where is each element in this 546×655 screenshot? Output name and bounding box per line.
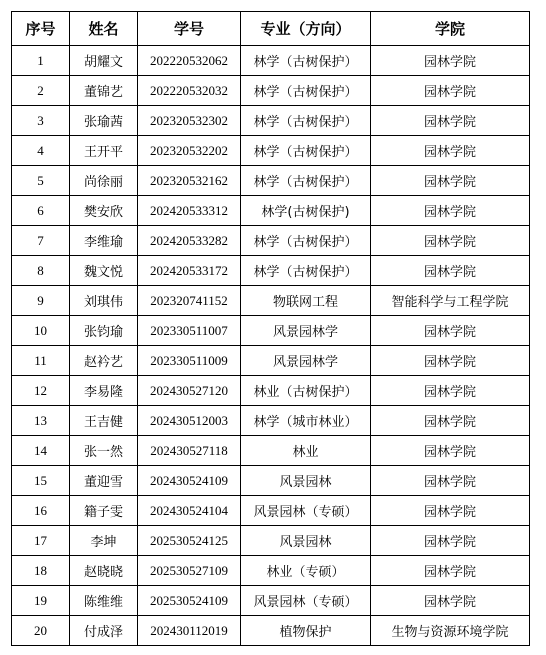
cell-student-id: 202330511007	[138, 316, 241, 346]
table-row	[12, 106, 530, 136]
table-row	[12, 526, 530, 556]
header-index: 序号	[12, 12, 70, 46]
cell-index: 16	[12, 496, 70, 526]
cell-index: 13	[12, 406, 70, 436]
cell-name: 魏文悦	[70, 256, 138, 286]
cell-college: 园林学院	[371, 106, 530, 136]
cell-college: 园林学院	[371, 166, 530, 196]
cell-name: 付成泽	[70, 616, 138, 646]
table-row	[12, 376, 530, 406]
cell-student-id: 202430524104	[138, 496, 241, 526]
cell-major: 植物保护	[241, 616, 371, 646]
cell-index: 15	[12, 466, 70, 496]
cell-name: 刘琪伟	[70, 286, 138, 316]
cell-student-id: 202420533282	[138, 226, 241, 256]
cell-name: 李易隆	[70, 376, 138, 406]
cell-index: 8	[12, 256, 70, 286]
cell-student-id: 202530527109	[138, 556, 241, 586]
cell-index: 9	[12, 286, 70, 316]
cell-student-id: 202530524125	[138, 526, 241, 556]
cell-name: 王开平	[70, 136, 138, 166]
cell-student-id: 202320532302	[138, 106, 241, 136]
cell-name: 董锦艺	[70, 76, 138, 106]
cell-major: 林学(古树保护)	[241, 196, 371, 226]
cell-student-id: 202220532062	[138, 46, 241, 76]
cell-college: 生物与资源环境学院	[371, 616, 530, 646]
cell-name: 张一然	[70, 436, 138, 466]
cell-major: 林学（古树保护）	[241, 226, 371, 256]
cell-major: 风景园林（专硕）	[241, 586, 371, 616]
header-major: 专业（方向）	[241, 12, 371, 46]
cell-student-id: 202220532032	[138, 76, 241, 106]
cell-index: 12	[12, 376, 70, 406]
cell-index: 2	[12, 76, 70, 106]
cell-major: 林学（古树保护）	[241, 76, 371, 106]
table-header	[12, 12, 530, 46]
table-row	[12, 586, 530, 616]
cell-name: 樊安欣	[70, 196, 138, 226]
cell-college: 园林学院	[371, 376, 530, 406]
table-row	[12, 406, 530, 436]
cell-major: 风景园林（专硕）	[241, 496, 371, 526]
table-row	[12, 316, 530, 346]
cell-name: 陈维维	[70, 586, 138, 616]
cell-name: 李坤	[70, 526, 138, 556]
table-row	[12, 496, 530, 526]
cell-college: 园林学院	[371, 76, 530, 106]
table-row	[12, 76, 530, 106]
table-row	[12, 286, 530, 316]
cell-index: 3	[12, 106, 70, 136]
cell-student-id: 202430527120	[138, 376, 241, 406]
cell-college: 园林学院	[371, 256, 530, 286]
cell-name: 赵晓晓	[70, 556, 138, 586]
cell-college: 园林学院	[371, 466, 530, 496]
table-body	[12, 46, 530, 646]
cell-index: 10	[12, 316, 70, 346]
table-row	[12, 196, 530, 226]
cell-index: 19	[12, 586, 70, 616]
cell-major: 林业	[241, 436, 371, 466]
cell-major: 风景园林学	[241, 316, 371, 346]
cell-college: 园林学院	[371, 346, 530, 376]
cell-college: 园林学院	[371, 496, 530, 526]
cell-name: 李维瑜	[70, 226, 138, 256]
cell-major: 林学（古树保护）	[241, 106, 371, 136]
header-row	[12, 12, 530, 46]
cell-name: 张瑜茜	[70, 106, 138, 136]
cell-major: 林业（专硕）	[241, 556, 371, 586]
cell-index: 4	[12, 136, 70, 166]
cell-college: 园林学院	[371, 316, 530, 346]
student-table	[11, 11, 530, 646]
header-name: 姓名	[70, 12, 138, 46]
cell-major: 林学（古树保护）	[241, 166, 371, 196]
student-list	[11, 11, 530, 646]
cell-name: 张钧瑜	[70, 316, 138, 346]
cell-major: 林学（古树保护）	[241, 256, 371, 286]
cell-index: 6	[12, 196, 70, 226]
cell-student-id: 202530524109	[138, 586, 241, 616]
cell-index: 14	[12, 436, 70, 466]
cell-major: 林学（古树保护）	[241, 136, 371, 166]
cell-student-id: 202330511009	[138, 346, 241, 376]
cell-college: 园林学院	[371, 46, 530, 76]
cell-major: 风景园林	[241, 466, 371, 496]
cell-major: 林业（古树保护）	[241, 376, 371, 406]
cell-index: 11	[12, 346, 70, 376]
cell-college: 园林学院	[371, 136, 530, 166]
cell-name: 籍子雯	[70, 496, 138, 526]
cell-student-id: 202420533172	[138, 256, 241, 286]
table-row	[12, 226, 530, 256]
cell-major: 林学（城市林业）	[241, 406, 371, 436]
cell-college: 园林学院	[371, 436, 530, 466]
cell-major: 物联网工程	[241, 286, 371, 316]
cell-student-id: 202430524109	[138, 466, 241, 496]
cell-college: 园林学院	[371, 226, 530, 256]
cell-name: 尚徐丽	[70, 166, 138, 196]
cell-student-id: 202430112019	[138, 616, 241, 646]
cell-name: 董迎雪	[70, 466, 138, 496]
cell-student-id: 202320532162	[138, 166, 241, 196]
table-row	[12, 46, 530, 76]
cell-college: 园林学院	[371, 406, 530, 436]
cell-major: 风景园林学	[241, 346, 371, 376]
cell-name: 胡耀文	[70, 46, 138, 76]
cell-college: 园林学院	[371, 556, 530, 586]
cell-college: 园林学院	[371, 526, 530, 556]
table-row	[12, 436, 530, 466]
cell-student-id: 202420533312	[138, 196, 241, 226]
table-row	[12, 136, 530, 166]
table-row	[12, 256, 530, 286]
cell-index: 1	[12, 46, 70, 76]
header-student-id: 学号	[138, 12, 241, 46]
cell-index: 7	[12, 226, 70, 256]
cell-college: 智能科学与工程学院	[371, 286, 530, 316]
cell-index: 5	[12, 166, 70, 196]
cell-college: 园林学院	[371, 196, 530, 226]
cell-student-id: 202430512003	[138, 406, 241, 436]
table-row	[12, 346, 530, 376]
cell-index: 17	[12, 526, 70, 556]
header-college: 学院	[371, 12, 530, 46]
cell-index: 18	[12, 556, 70, 586]
cell-major: 风景园林	[241, 526, 371, 556]
table-row	[12, 166, 530, 196]
cell-student-id: 202320532202	[138, 136, 241, 166]
cell-index: 20	[12, 616, 70, 646]
table-row	[12, 556, 530, 586]
cell-student-id: 202430527118	[138, 436, 241, 466]
cell-major: 林学（古树保护）	[241, 46, 371, 76]
cell-name: 王吉健	[70, 406, 138, 436]
cell-college: 园林学院	[371, 586, 530, 616]
table-row	[12, 466, 530, 496]
cell-name: 赵衿艺	[70, 346, 138, 376]
table-row	[12, 616, 530, 646]
cell-student-id: 202320741152	[138, 286, 241, 316]
